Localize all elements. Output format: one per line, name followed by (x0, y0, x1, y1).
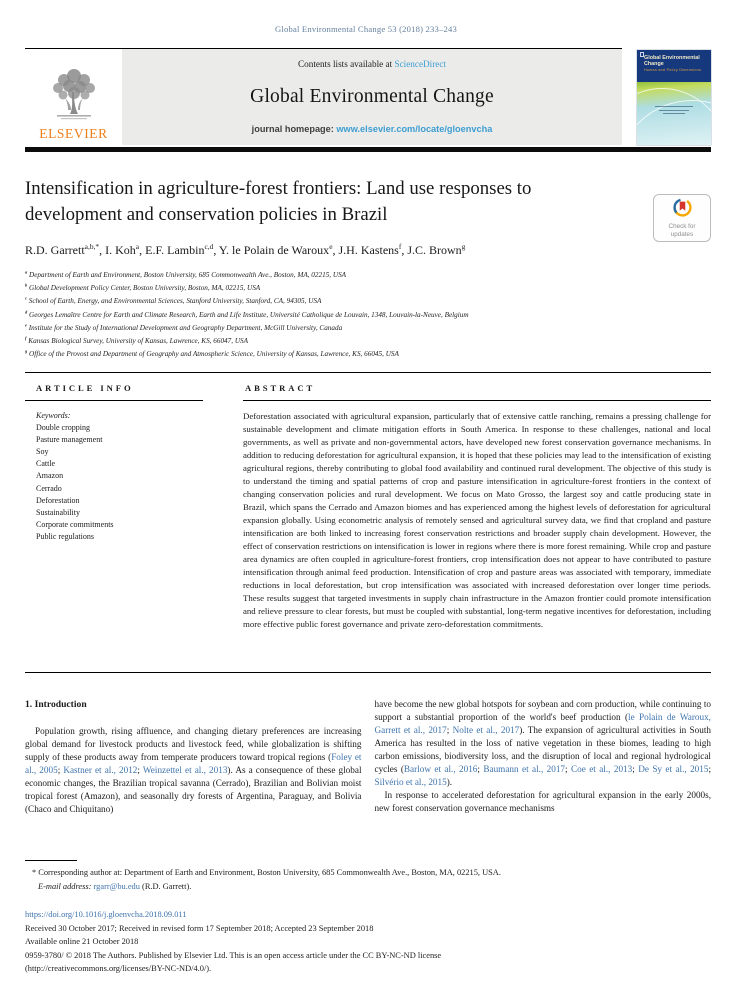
text-segment: , J.C. Brown (401, 243, 462, 257)
heading-underline (25, 400, 203, 401)
license-line-1: 0959-3780/ © 2018 The Authors. Published by Elsevier Ltd. This is an open access article under the CC BY-NC-ND license (25, 950, 442, 960)
available-online: Available online 21 October 2018 (25, 937, 139, 946)
affiliation-line (25, 335, 711, 348)
check-for-updates-badge[interactable] (653, 194, 711, 242)
affiliation-superscript: e (25, 322, 27, 328)
text-segment: a,b,* (84, 242, 100, 251)
keyword-item: Double cropping (36, 423, 90, 433)
affiliation-superscript: a (25, 269, 28, 275)
license-line-2: (http://creativecommons.org/licenses/BY-NC-ND/4.0/). (25, 964, 212, 973)
email-footnote (25, 880, 711, 894)
citation-link[interactable]: Kastner et al., 2012 (63, 764, 138, 775)
keyword-item: Deforestation (36, 495, 80, 505)
authors-line (25, 243, 685, 258)
citation-link[interactable]: De Sy et al., 2015 (638, 764, 709, 775)
affiliation-superscript: f (25, 335, 27, 341)
text-segment: ). As a consequence of these global economic changes, the Brazilian tropical savanna (Cerrado), Brazilian and Bolivian moist tropical forest (Amazon), and seasonally dry forests of Argentina, Paraguay, and Bolivia (Chaco and Chiquitano) (25, 764, 362, 814)
intro-right-column (375, 698, 712, 816)
text-segment: , Y. le Polain de Waroux (213, 243, 330, 257)
affiliation-text: Global Development Policy Center, Boston University, Boston, MA, 02215, USA (27, 284, 261, 293)
abstract-column (243, 373, 711, 631)
cover-publisher-mark-icon (640, 52, 644, 57)
citation-link[interactable]: le Polain de Waroux, Garrett et al., 2017 (374, 712, 711, 736)
sciencedirect-link[interactable]: ScienceDirect (394, 59, 446, 69)
affiliation-text: School of Earth, Energy, and Environmental Sciences, Stanford University, Stanford, CA, 94305, USA (26, 297, 322, 306)
text-segment: have become the new global hotspots for soybean and corn production, while continuing to support a substantial proportion of the world's beef production ( (374, 699, 711, 723)
keyword-item: Pasture management (36, 435, 103, 445)
affiliation-line (25, 269, 711, 282)
abstract-heading: ABSTRACT (245, 383, 316, 393)
affiliation-superscript: b (25, 282, 28, 288)
affiliation-text: Department of Earth and Environment, Boston University, 685 Commonwealth Ave., Boston, MA, 02215, USA (27, 271, 347, 279)
affiliation-superscript: c (25, 296, 27, 302)
article-info-column (25, 373, 228, 631)
corresponding-author-footnote: * Corresponding author at: Department of Earth and Environment, Boston University, 685 Commonwealth Ave., Boston, MA, 02215, USA. (32, 868, 501, 877)
affiliation-text: Office of the Provost and Department of Geography and Atmospheric Science, University of Kansas, Lawrence, KS, 66045, USA (27, 350, 399, 359)
text-segment: g (461, 242, 466, 251)
text-segment: ; (632, 764, 639, 775)
keyword-item: Cattle (36, 459, 56, 469)
keyword-item: Cerrado (36, 483, 62, 493)
article-history: Received 30 October 2017; Received in revised form 17 September 2018; Accepted 23 September 2018 (25, 923, 374, 933)
keyword-item: Sustainability (36, 507, 80, 517)
abstract-text: Deforestation associated with agricultural expansion, particularly that of extensive cattle ranching, remains a pressing challenge for sustainable development and climate mitigation efforts in South America. In response to these challenges, national and local governments, as well as private and non-governmental actors, have developed new forest conservation governance mechanisms. In addition to reducing deforestation for agricultural expansion, it is hoped that these policies may lead to the intensification of existing agricultural regions, thereby contributing to global food availability and continued rural development. The objective of this study is to understand the timing and spatial patterns of crop and pasture intensification in agriculture-forest frontiers in the context of changing conservation policies and rural development. We focus on Mato Grosso, the largest soy and cattle producing state in Brazil, which spans the Cerrado and Amazon biomes and has experienced among the highest levels of deforestation for agricultural expansion globally. Using econometric analysis of remotely sensed and agricultural survey data, we find that cropland and pasture intensification are both linked to increasing forest conservation restrictions and broader supply chain development. However, the effect of conservation restrictions on intensification is lower in regions where there is more forest remaining. While crop and pasture area dynamics are often coupled in agriculture-forest frontiers, crop intensification does not appear to have contributed to pasture intensification through animal feed production. Intensification of crop and pasture areas was associated with temporary, immediate reductions in local deforestation, but crop intensification was associated with increased deforestation over longer time periods. These results suggest that targeted investments in supply chain infrastructure in the Amazon frontier could promote intensification and relieve pressure to clear forests, but must be coupled with substantial, long-term negative incentives for deforestation, including more effective public forest governance and private zero-deforestation commitments. (243, 411, 711, 630)
affiliation-line (25, 309, 711, 322)
intro-paragraph (25, 725, 362, 816)
affiliation-text: Institute for the Study of International Development and Geography Department, McGill University, Canada (26, 323, 343, 332)
text-segment: , J.H. Kastens (332, 243, 399, 257)
article-info-heading: ARTICLE INFO (36, 383, 134, 393)
cover-header (637, 50, 711, 82)
doi-link[interactable]: https://doi.org/10.1016/j.gloenvcha.2018.09.011 (25, 910, 187, 919)
contents-prefix: Contents lists available at (298, 59, 395, 69)
affiliation-superscript: g (25, 348, 28, 354)
cover-subtitle: Human and Policy Dimensions (644, 68, 702, 73)
citation-link[interactable]: Coe et al., 2013 (571, 764, 633, 775)
text-segment: ). The expansion of agricultural activities in South America has resulted in the loss of native vegetation in these biomes, leading to high carbon emissions, biodiversity loss, and the disruption of local and regional hydrological cycles ( (374, 725, 711, 775)
affiliation-text: Kansas Biological Survey, University of Kansas, Lawrence, KS, 66047, USA (26, 337, 249, 346)
text-segment: c,d (204, 242, 214, 251)
footnote-divider (25, 860, 77, 861)
elsevier-wordmark: ELSEVIER (39, 126, 108, 141)
masthead-center-panel (122, 49, 622, 145)
keywords-label: Keywords: (36, 411, 71, 420)
cover-editor-lines (655, 106, 693, 117)
text-segment: ; (57, 764, 64, 775)
check-for-updates-label: Check for updates (668, 222, 696, 238)
citation-link[interactable]: Silvério et al., 2015 (374, 777, 447, 788)
text-segment: ). (446, 777, 453, 788)
cover-artwork (637, 82, 711, 145)
homepage-label: journal homepage: (251, 124, 337, 134)
homepage-line (252, 124, 493, 134)
article-info-abstract-section (25, 373, 711, 631)
text-segment: a (135, 242, 140, 251)
contents-line (298, 59, 446, 69)
citation-link[interactable]: Baumann et al., 2017 (483, 764, 566, 775)
running-head-citation: Global Environmental Change 53 (2018) 233–243 (274, 24, 458, 34)
text-segment: E-mail address: (38, 881, 94, 891)
intro-left-column (25, 698, 362, 816)
text-segment: , E.F. Lambin (139, 243, 205, 257)
crossmark-icon (673, 198, 692, 222)
text-segment: e (329, 242, 333, 251)
text-segment: R.D. Garrett (25, 243, 85, 257)
text-segment: ; (477, 764, 484, 775)
homepage-url-link[interactable]: www.elsevier.com/locate/gloenvcha (336, 124, 493, 134)
article-title: Intensification in agriculture-forest frontiers: Land use responses to development and conservation policies in Brazil (25, 178, 532, 226)
cover-title: Global Environmental Change (644, 55, 700, 68)
affiliation-text: Georges Lemaître Centre for Earth and Climate Research, Earth and Life Institute, Université Catholique de Louvain, 1348, Louvain-la-Neuve, Belgium (27, 310, 469, 319)
affiliation-line (25, 348, 711, 361)
affiliation-line (25, 282, 711, 295)
citation-link[interactable]: Foley et al., 2005 (25, 751, 362, 775)
masthead-divider-bar (25, 147, 711, 152)
keyword-item: Corporate commitments (36, 519, 114, 529)
page-footer (25, 860, 711, 976)
citation-link[interactable]: rgarr@bu.edu (93, 881, 140, 891)
text-segment: (R.D. Garrett). (139, 881, 192, 891)
journal-cover-thumbnail[interactable] (637, 50, 711, 145)
keyword-item: Amazon (36, 471, 64, 481)
heading-underline (243, 400, 711, 401)
affiliation-line (25, 322, 711, 335)
introduction-section (25, 698, 711, 816)
citation-link[interactable]: Barlow et al., 2016 (403, 764, 478, 775)
affiliation-superscript: d (25, 309, 28, 315)
text-segment: Population growth, rising affluence, and changing dietary preferences are increasing global demand for livestock products and livestock feed, while globalization is shifting supply of these products away from temperate producers toward tropical regions ( (25, 725, 362, 762)
text-segment: ; (708, 764, 712, 775)
affiliations-block (25, 269, 711, 361)
intro-paragraph (375, 789, 712, 815)
keyword-item: Soy (36, 447, 49, 457)
citation-link[interactable]: Weinzettel et al., 2013 (142, 764, 228, 775)
keywords-list (25, 422, 228, 543)
introduction-heading: 1. Introduction (25, 699, 87, 710)
text-segment: In response to accelerated deforestation for agricultural expansion in the early 2000s, new forest conservation governance mechanisms (374, 790, 711, 814)
elsevier-tree-icon (45, 62, 103, 129)
section-divider (25, 672, 711, 673)
journal-masthead (25, 48, 622, 145)
elsevier-logo[interactable] (25, 49, 122, 145)
text-segment: f (398, 242, 402, 251)
journal-title: Global Environmental Change (250, 85, 494, 107)
text-segment: , I. Koh (99, 243, 136, 257)
text-segment: ; (446, 725, 453, 736)
text-segment: ; (137, 764, 143, 775)
intro-paragraph (375, 698, 712, 789)
affiliation-line (25, 295, 711, 308)
text-segment: ; (565, 764, 571, 775)
citation-link[interactable]: Nolte et al., 2017 (452, 725, 520, 736)
keyword-item: Public regulations (36, 531, 94, 541)
